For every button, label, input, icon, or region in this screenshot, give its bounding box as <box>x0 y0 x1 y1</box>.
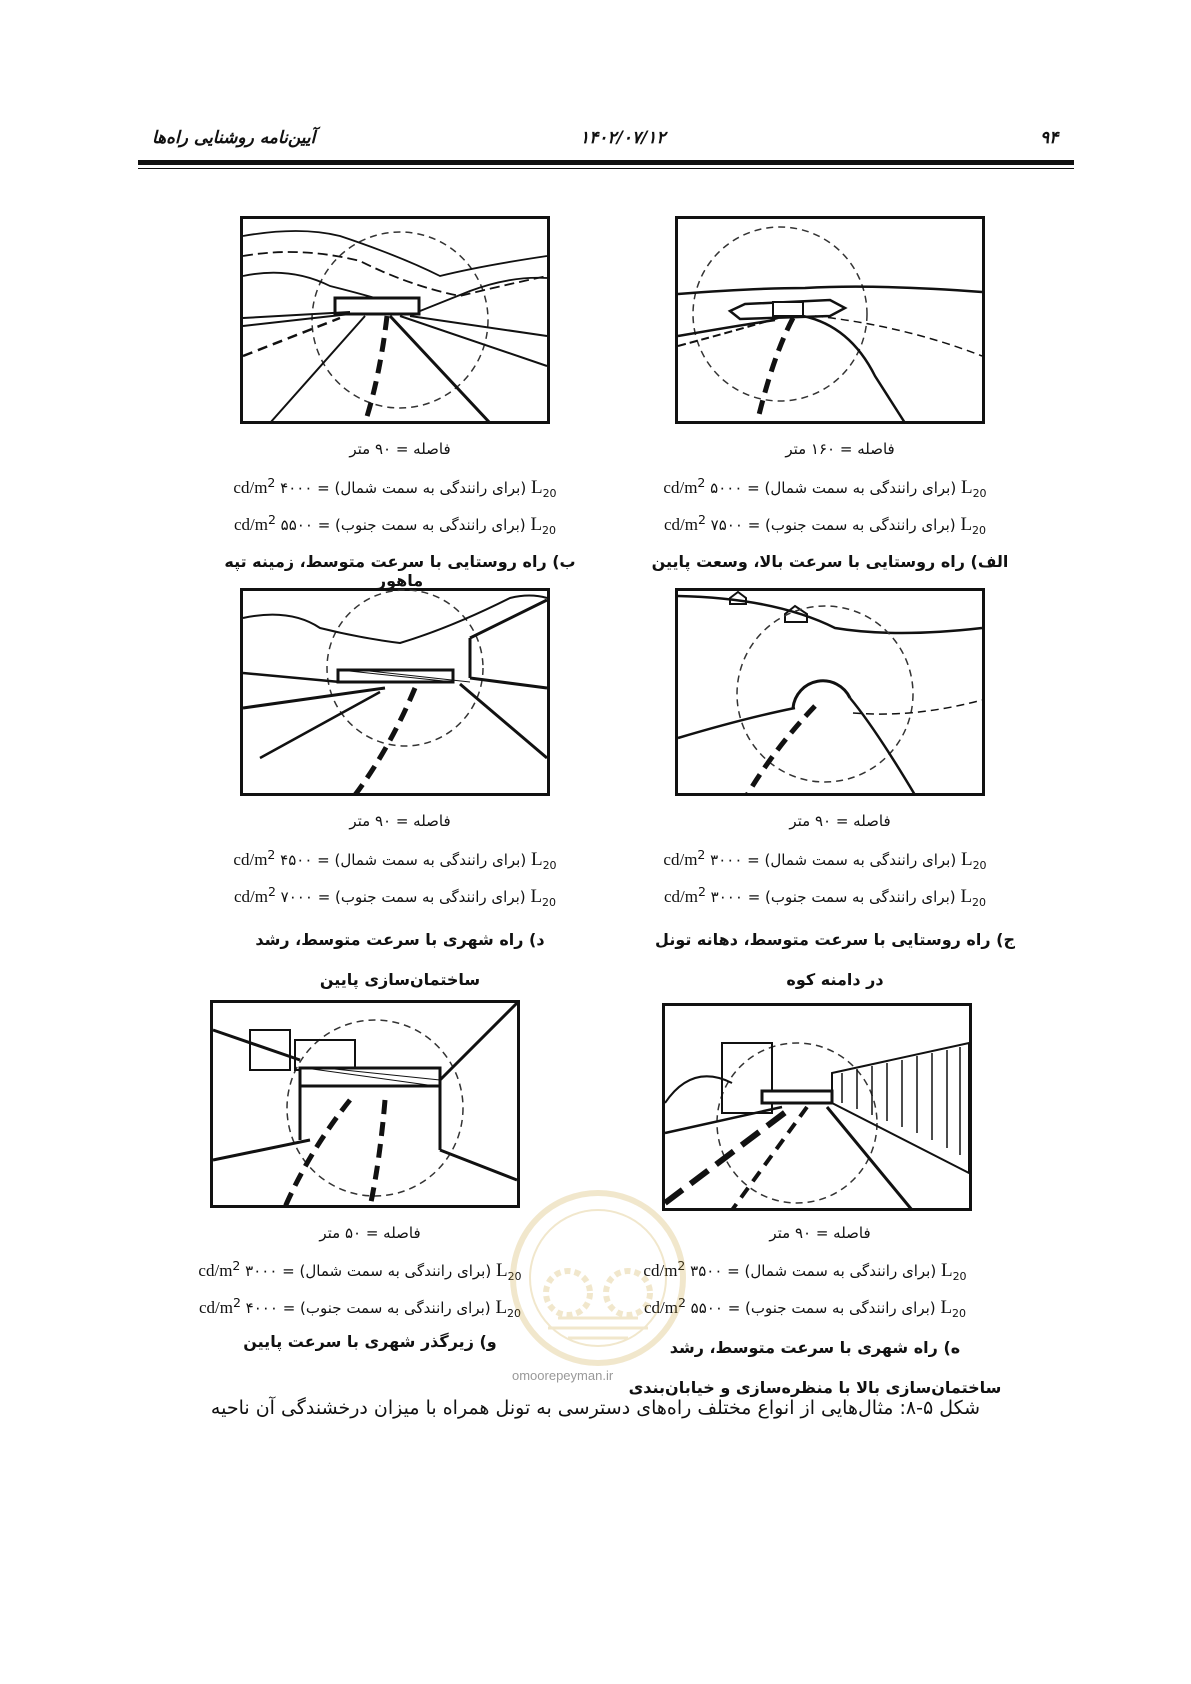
vav-caption: و) زیرگذر شهری با سرعت پایین <box>243 1332 497 1351</box>
header-title: آیین‌نامه روشنایی راه‌ها <box>152 128 316 148</box>
dal-caption: د) راه شهری با سرعت متوسط، رشد ساختمان‌سازی پایین <box>255 930 545 989</box>
he-south: $L_{20}$ (برای رانندگی به سمت جنوب) = $cd/m^2$ ۵۵۰۰ <box>643 1295 967 1320</box>
alef-north: $L_{20}$ (برای رانندگی به سمت شمال) = $cd/m^2$ ۵۰۰۰ <box>663 475 987 500</box>
watermark-seal-icon <box>508 1188 688 1372</box>
jim-distance: فاصله = ۹۰ متر <box>789 812 891 830</box>
figure-he <box>662 1003 972 1211</box>
figure-caption: شکل ۵-۸: مثال‌هایی از انواع مختلف راه‌های دسترسی به تونل همراه با میزان درخشندگی آن ناحیه <box>210 1397 981 1419</box>
page-number: ۹۴ <box>1040 128 1059 148</box>
watermark-text: omoorepeyman.ir <box>512 1368 614 1383</box>
he-distance: فاصله = ۹۰ متر <box>769 1224 871 1242</box>
header-rule-thin <box>138 168 1074 169</box>
alef-caption: الف) راه روستایی با سرعت بالا، وسعت پایین <box>651 552 1009 571</box>
alef-south: $L_{20}$ (برای رانندگی به سمت جنوب) = $cd/m^2$ ۷۵۰۰ <box>663 512 987 537</box>
jim-caption: ج) راه روستایی با سرعت متوسط، دهانه تونل در دامنه کوه <box>655 930 1015 989</box>
vav-distance: فاصله = ۵۰ متر <box>319 1224 421 1242</box>
figure-jim <box>675 588 985 796</box>
vav-south: $L_{20}$ (برای رانندگی به سمت جنوب) = $cd/m^2$ ۴۰۰۰ <box>198 1295 522 1320</box>
he-caption: ه) راه شهری با سرعت متوسط، رشد ساختمان‌سازی بالا با منظره‌سازی و خیابان‌بندی <box>628 1338 1002 1397</box>
be-south: $L_{20}$ (برای رانندگی به سمت جنوب) = $cd/m^2$ ۵۵۰۰ <box>233 512 557 537</box>
header-rule <box>138 160 1074 165</box>
be-caption: ب) راه روستایی با سرعت متوسط، زمینه تپه ماهور <box>224 552 576 590</box>
dal-south: $L_{20}$ (برای رانندگی به سمت جنوب) = $cd/m^2$ ۷۰۰۰ <box>233 884 557 909</box>
figure-alef <box>675 216 985 424</box>
be-north: $L_{20}$ (برای رانندگی به سمت شمال) = $cd/m^2$ ۴۰۰۰ <box>233 475 557 500</box>
figure-vav <box>210 1000 520 1208</box>
alef-distance: فاصله = ۱۶۰ متر <box>785 440 895 458</box>
vav-north: $L_{20}$ (برای رانندگی به سمت شمال) = $cd/m^2$ ۳۰۰۰ <box>198 1258 522 1283</box>
dal-distance: فاصله = ۹۰ متر <box>349 812 451 830</box>
be-distance: فاصله = ۹۰ متر <box>349 440 451 458</box>
dal-north: $L_{20}$ (برای رانندگی به سمت شمال) = $cd/m^2$ ۴۵۰۰ <box>233 847 557 872</box>
he-north: $L_{20}$ (برای رانندگی به سمت شمال) = $cd/m^2$ ۳۵۰۰ <box>643 1258 967 1283</box>
jim-north: $L_{20}$ (برای رانندگی به سمت شمال) = $cd/m^2$ ۳۰۰۰ <box>663 847 987 872</box>
figure-be <box>240 216 550 424</box>
figure-dal <box>240 588 550 796</box>
header-date: ۱۴۰۲/۰۷/۱۲ <box>580 128 666 148</box>
jim-south: $L_{20}$ (برای رانندگی به سمت جنوب) = $cd/m^2$ ۳۰۰۰ <box>663 884 987 909</box>
